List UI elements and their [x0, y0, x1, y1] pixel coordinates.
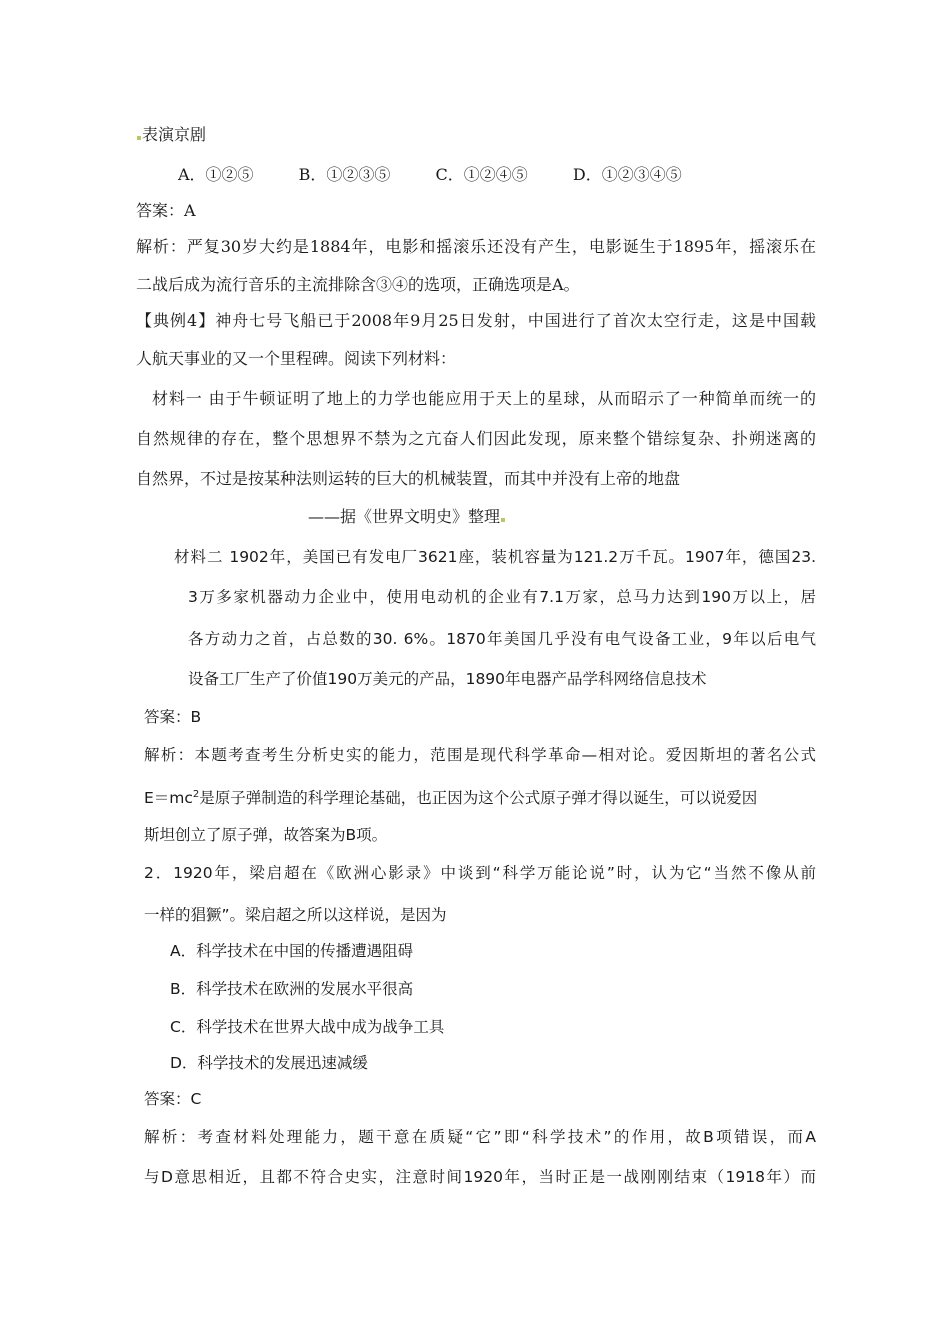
material-1-line-2: 自然规律的存在，整个思想界不禁为之亢奋人们因此发现，原来整个错综复杂、扑朔迷离的 — [136, 429, 816, 448]
question-2-option-a: A．科学技术在中国的传播遭遇阻碍 — [170, 942, 414, 960]
question-2-line-2: 一样的猖獗”。梁启超之所以这样说，是因为 — [144, 906, 447, 924]
explanation-2-line-1: 解析：考查材料处理能力，题干意在质疑“它”即“科学技术”的作用，故B项错误，而A — [144, 1128, 816, 1146]
question-2-option-c: C．科学技术在世界大战中成为战争工具 — [170, 1018, 445, 1036]
formula-exponent: 2 — [192, 789, 200, 800]
answer-3: 答案：A — [136, 201, 196, 220]
example-4-line-2: 人航天事业的又一个里程碑。阅读下列材料： — [136, 349, 457, 368]
answer-4: 答案：B — [144, 708, 202, 726]
option-b: B．①②③⑤ — [298, 165, 391, 184]
option-c: C．①②④⑤ — [435, 165, 528, 184]
option-d: D．①②③④⑤ — [572, 165, 682, 184]
question-2-line-1: 2．1920年，梁启超在《欧洲心影录》中谈到“科学万能论说”时，认为它“当然不像从前 — [144, 864, 816, 882]
question-2-option-d: D．科学技术的发展迅速减缓 — [170, 1054, 368, 1072]
material-2-line-4: 设备工厂生产了价值190万美元的产品，1890年电器产品学科网络信息技术 — [188, 670, 707, 688]
explanation-4-line-3: 斯坦创立了原子弹，故答案为B项。 — [144, 826, 388, 844]
answer-2: 答案：C — [144, 1090, 202, 1108]
material-2-line-3: 各方动力之首，占总数的30. 6%。1870年美国几乎没有电气设备工业，9年以后电气 — [188, 630, 816, 648]
edit-marker — [137, 136, 141, 140]
material-2-line-2: 3万多家机器动力企业中，使用电动机的企业有7.1万家，总马力达到190万以上，居 — [188, 588, 816, 606]
option-a: A．①②⑤ — [178, 165, 254, 184]
example-4-line-1: 【典例4】神舟七号飞船已于2008年9月25日发射，中国进行了首次太空行走，这是中国载 — [136, 311, 816, 330]
material-2-line-1: 材料二 1902年，美国已有发电厂3621座，装机容量为121.2万千瓦。1907年，德国23. — [174, 548, 816, 566]
explanation-2-line-2: 与D意思相近，且都不符合史实，注意时间1920年，当时正是一战刚刚结束（1918年）而 — [144, 1168, 816, 1186]
edit-marker — [501, 518, 505, 522]
explanation-3-line-2: 二战后成为流行音乐的主流排除含③④的选项，正确选项是A。 — [136, 275, 580, 294]
question-3-options — [178, 164, 682, 186]
explanation-3-line-1: 解析：严复30岁大约是1884年，电影和摇滚乐还没有产生，电影诞生于1895年，摇滚乐在 — [136, 237, 816, 256]
material-1-line-1: 材料一 由于牛顿证明了地上的力学也能应用于天上的星球，从而昭示了一种简单而统一的 — [152, 389, 816, 408]
question-3-tail: 表演京剧 — [136, 124, 206, 146]
material-1-source: ——据《世界文明史》整理 — [308, 506, 506, 528]
material-1-line-3: 自然界，不过是按某种法则运转的巨大的机械装置，而其中并没有上帝的地盘 — [136, 469, 681, 488]
explanation-4-line-1: 解析：本题考查考生分析史实的能力，范围是现代科学革命—相对论。爱因斯坦的著名公式 — [144, 746, 816, 764]
explanation-4-line-2: $E=mc^2$是原子弹制造的科学理论基础，也正因为这个公式原子弹才得以诞生，可以说爱因 — [144, 789, 758, 808]
question-2-option-b: B．科学技术在欧洲的发展水平很高 — [170, 980, 414, 998]
formula: E＝mc — [144, 789, 193, 808]
